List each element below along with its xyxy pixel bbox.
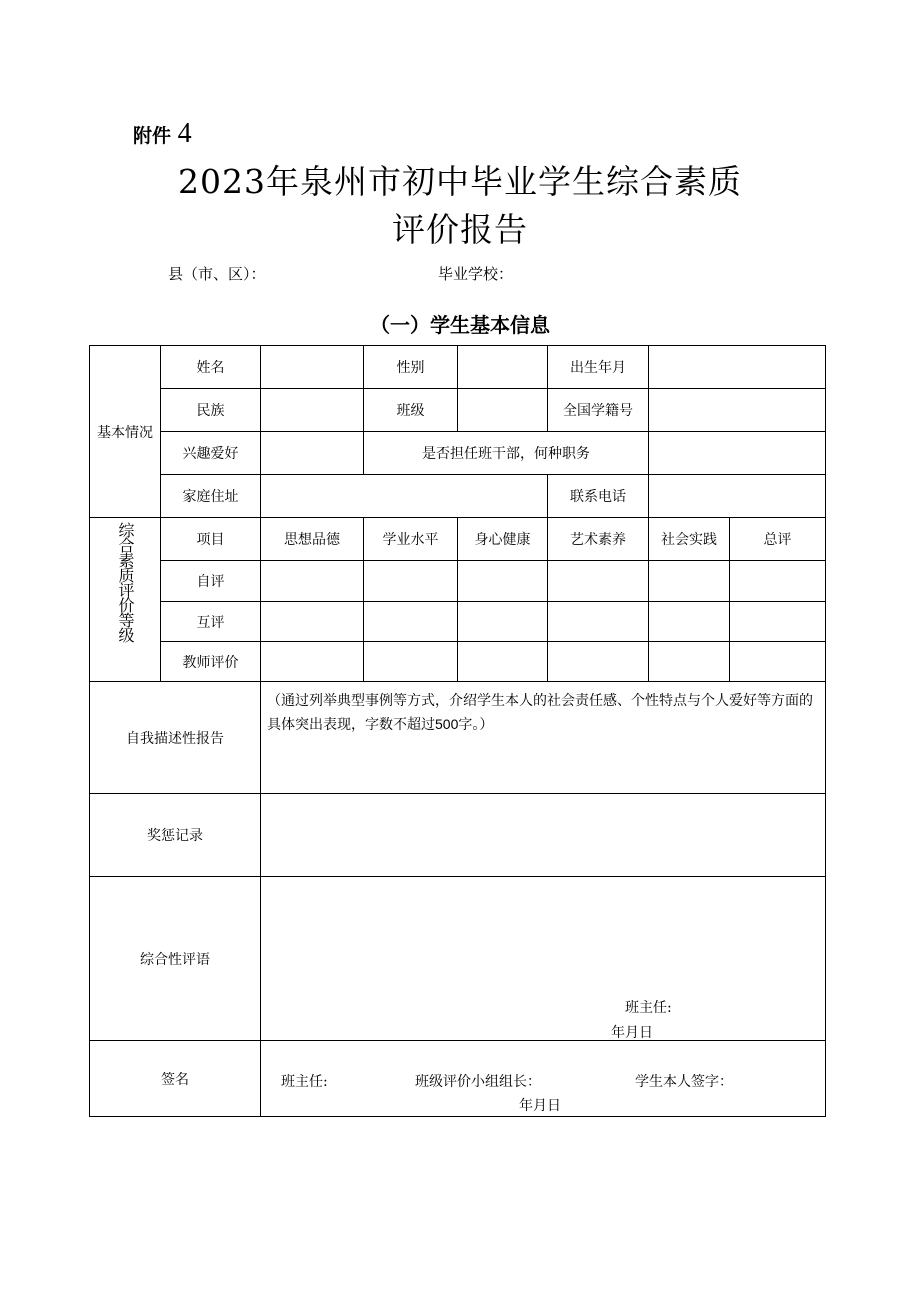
birth-label: 出生年月	[548, 346, 649, 389]
address-label: 家庭住址	[161, 475, 261, 518]
hobby-field[interactable]	[261, 432, 364, 475]
column-header: 总评	[730, 518, 826, 561]
attachment-text: 附件	[133, 125, 172, 147]
table-row	[90, 432, 826, 475]
ethnicity-label: 民族	[161, 389, 261, 432]
document-title-line2: 评价报告	[392, 210, 528, 249]
column-header: 身心健康	[458, 518, 548, 561]
cadre-label: 是否担任班干部，何种职务	[364, 432, 649, 475]
table-row	[90, 518, 826, 561]
grade-cell[interactable]	[730, 561, 826, 602]
self-report-hint-end: 字。）	[458, 717, 494, 733]
grade-cell[interactable]	[364, 561, 458, 602]
evaluation-report-table	[89, 345, 826, 1117]
self-report-field[interactable]	[261, 682, 826, 794]
table-row	[90, 1041, 826, 1117]
grade-cell[interactable]	[261, 561, 364, 602]
basic-info-group-label: 基本情况	[90, 346, 161, 518]
self-report-label: 自我描述性报告	[90, 682, 261, 794]
table-row	[90, 682, 826, 794]
grade-cell[interactable]	[548, 602, 649, 642]
grade-cell[interactable]	[548, 561, 649, 602]
section-title: （一）学生基本信息	[370, 313, 550, 337]
attachment-label	[133, 118, 192, 150]
grade-cell[interactable]	[730, 602, 826, 642]
comment-label: 综合性评语	[90, 877, 261, 1041]
county-label: 县（市、区）：	[168, 265, 266, 283]
grade-cell[interactable]	[458, 642, 548, 682]
attachment-number: 4	[177, 118, 192, 149]
evaluation-group-label	[90, 518, 161, 682]
table-row	[90, 642, 826, 682]
item-header: 项目	[161, 518, 261, 561]
cadre-field[interactable]	[649, 432, 826, 475]
grade-cell[interactable]	[649, 642, 730, 682]
evaluation-group-text: 综合素质评价等级	[116, 522, 135, 642]
ethnicity-field[interactable]	[261, 389, 364, 432]
name-label: 姓名	[161, 346, 261, 389]
row-label-peer: 互评	[161, 602, 261, 642]
table-row	[90, 346, 826, 389]
class-field[interactable]	[458, 389, 548, 432]
grade-cell[interactable]	[364, 642, 458, 682]
table-row	[90, 794, 826, 877]
row-label-teacher: 教师评价	[161, 642, 261, 682]
table-row	[90, 561, 826, 602]
student-id-field[interactable]	[649, 389, 826, 432]
signature-date-label: 年月日	[519, 1098, 561, 1114]
grade-cell[interactable]	[548, 642, 649, 682]
comment-date-label: 年月日	[611, 1025, 653, 1041]
signature-student-label: 学生本人签字：	[635, 1074, 733, 1090]
comment-teacher-label: 班主任:	[625, 1000, 672, 1016]
address-field[interactable]	[261, 475, 548, 518]
grade-cell[interactable]	[364, 602, 458, 642]
grade-cell[interactable]	[261, 642, 364, 682]
document-title-line1: 2023年泉州市初中毕业学生综合素质	[178, 162, 742, 201]
table-row	[90, 877, 826, 1041]
phone-field[interactable]	[649, 475, 826, 518]
hobby-label: 兴趣爱好	[161, 432, 261, 475]
grade-cell[interactable]	[649, 561, 730, 602]
column-header: 学业水平	[364, 518, 458, 561]
class-label: 班级	[364, 389, 458, 432]
column-header: 艺术素养	[548, 518, 649, 561]
birth-field[interactable]	[649, 346, 826, 389]
table-row	[90, 475, 826, 518]
grade-cell[interactable]	[458, 602, 548, 642]
gender-label: 性别	[364, 346, 458, 389]
rewards-label: 奖惩记录	[90, 794, 261, 877]
signature-field[interactable]	[261, 1041, 826, 1117]
gender-field[interactable]	[458, 346, 548, 389]
comment-field[interactable]	[261, 877, 826, 1041]
grade-cell[interactable]	[458, 561, 548, 602]
name-field[interactable]	[261, 346, 364, 389]
self-report-hint: （通过列举典型事例等方式，介绍学生本人的社会责任感、个性特点与个人爱好等方面的具体突出表现，字数不超过	[267, 693, 813, 733]
grade-cell[interactable]	[261, 602, 364, 642]
rewards-field[interactable]	[261, 794, 826, 877]
student-id-label: 全国学籍号	[548, 389, 649, 432]
self-report-hint-number: 500	[435, 716, 459, 732]
column-header: 社会实践	[649, 518, 730, 561]
phone-label: 联系电话	[548, 475, 649, 518]
column-header: 思想品德	[261, 518, 364, 561]
signature-group-leader-label: 班级评价小组组长：	[415, 1074, 541, 1090]
signature-label: 签名	[90, 1041, 261, 1117]
school-label: 毕业学校：	[438, 265, 514, 283]
table-row	[90, 389, 826, 432]
row-label-self: 自评	[161, 561, 261, 602]
table-row	[90, 602, 826, 642]
grade-cell[interactable]	[649, 602, 730, 642]
signature-teacher-label: 班主任:	[281, 1074, 328, 1090]
grade-cell[interactable]	[730, 642, 826, 682]
